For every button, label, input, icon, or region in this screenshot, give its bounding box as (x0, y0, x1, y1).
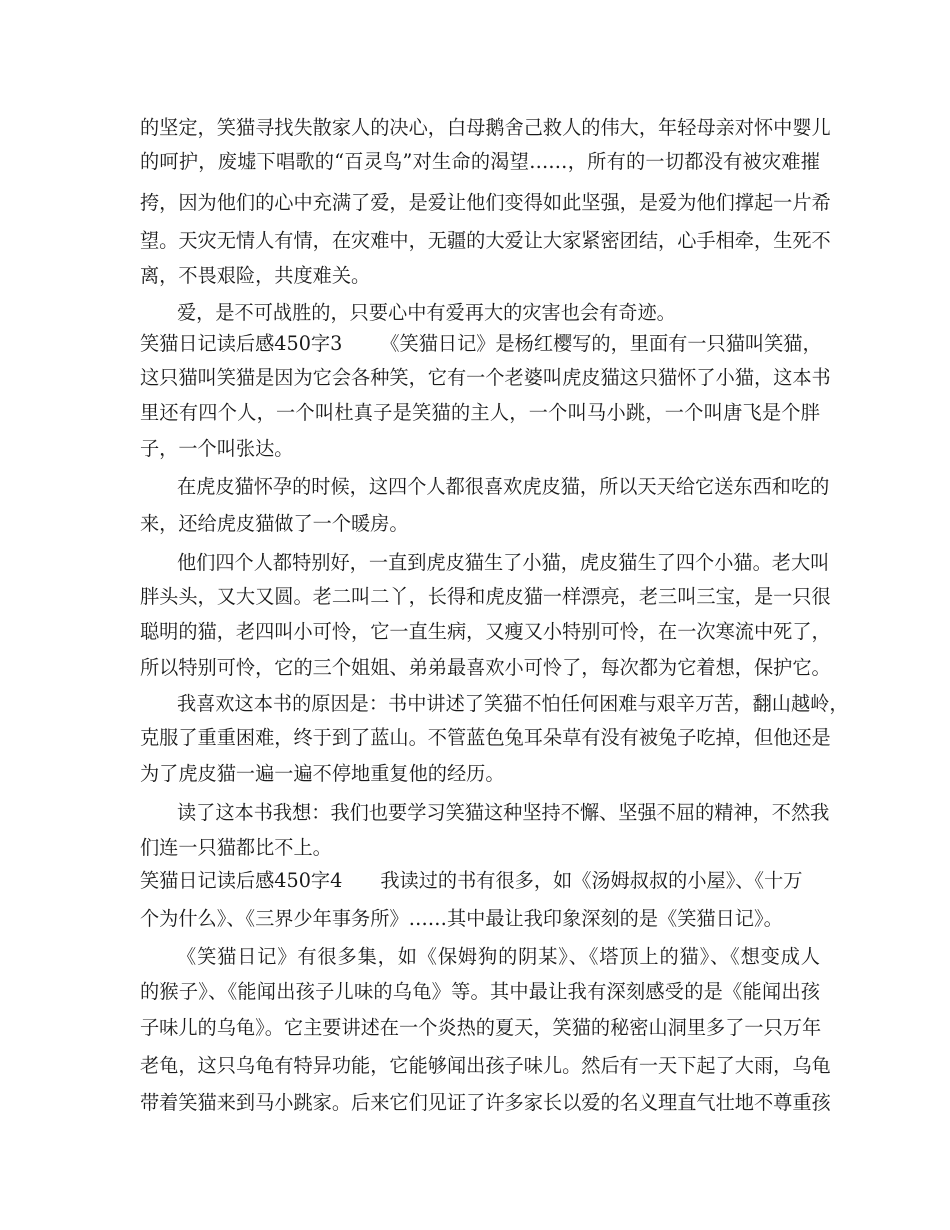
paragraph-line: 所以特别可怜，它的三个姐姐、弟弟最喜欢小可怜了，每次都为它着想，保护它。 (140, 656, 831, 679)
section-heading: 笑猫日记读后感450字3 (140, 332, 343, 355)
paragraph-line: 里还有四个人，一个叫杜真子是笑猫的主人，一个叫马小跳，一个叫唐飞是个胖 (140, 401, 820, 424)
paragraph-line: 他们四个人都特别好，一直到虎皮猫生了小猫，虎皮猫生了四个小猫。老大叫 (177, 551, 830, 574)
paragraph-line: 的猴子》、《能闻出孩子儿味的乌龟》等。其中最让我有深刻感受的是《能闻出孩 (140, 980, 820, 1003)
section-heading-line (140, 327, 820, 361)
paragraph-line: 子味儿的乌龟》。它主要讲述在一个炎热的夏天，笑猫的秘密山洞里多了一只万年 (140, 1016, 822, 1039)
paragraph-line: 们连一只猫都比不上。 (140, 836, 332, 859)
paragraph-line: 为了虎皮猫一遍一遍不停地重复他的经历。 (140, 762, 505, 785)
paragraph-line: 克服了重重困难，终于到了蓝山。不管蓝色兔耳朵草有没有被兔子吃掉，但他还是 (140, 726, 831, 749)
paragraph-line: 老龟，这只乌龟有特异功能，它能够闻出孩子味儿。然后有一天下起了大雨，乌龟 (140, 1054, 831, 1077)
section-heading-line (140, 864, 820, 898)
paragraph-line: 在虎皮猫怀孕的时候，这四个人都很喜欢虎皮猫，所以天天给它送东西和吃的 (177, 475, 830, 498)
paragraph-line: 离，不畏艰险，共度难关。 (140, 264, 371, 287)
paragraph-line: 读了这本书我想：我们也要学习笑猫这种坚持不懈、坚强不屈的精神，不然我 (177, 801, 830, 824)
paragraph-line: 个为什么》、《三界少年事务所》……其中最让我印象深刻的是《笑猫日记》。 (140, 907, 783, 930)
paragraph-line: 我喜欢这本书的原因是：书中讲述了笑猫不怕任何困难与艰辛万苦，翻山越岭， (177, 692, 849, 715)
paragraph-line: 来，还给虎皮猫做了一个暖房。 (140, 512, 409, 535)
paragraph-line: 挎，因为他们的心中充满了爱，是爱让他们变得如此坚强，是爱为他们撑起一片希 (140, 191, 831, 214)
paragraph-line: 胖头头，又大又圆。老二叫二丫，长得和虎皮猫一样漂亮，老三叫三宝，是一只很 (140, 585, 831, 608)
paragraph-line: 这只猫叫笑猫是因为它会各种笑，它有一个老婆叫虎皮猫这只猫怀了小猫，这本书 (140, 366, 831, 389)
paragraph-line: 望。天灾无情人有情，在灾难中，无疆的大爱让大家紧密团结，心手相牵，生死不 (140, 229, 831, 252)
paragraph-line: 的坚定，笑猫寻找失散家人的决心，白母鹅舍己救人的伟大，年轻母亲对怀中婴儿 (140, 116, 831, 139)
section-heading: 笑猫日记读后感450字4 (140, 869, 343, 892)
paragraph-line: 子，一个叫张达。 (140, 437, 294, 460)
paragraph-text: 我读过的书有很多，如《汤姆叔叔的小屋》、《十万 (380, 869, 803, 892)
paragraph-line: 《笑猫日记》有很多集，如《保姆狗的阴某》、《塔顶上的猫》、《想变成人 (177, 945, 820, 968)
paragraph-text: 《笑猫日记》是杨红樱写的，里面有一只猫叫笑猫， (380, 332, 822, 355)
paragraph-line: 的呵护，废墟下唱歌的“百灵鸟”对生命的渴望……，所有的一切都没有被灾难摧 (140, 150, 820, 173)
paragraph-line: 带着笑猫来到马小跳家。后来它们见证了许多家长以爱的名义理直气壮地不尊重孩 (140, 1091, 831, 1114)
paragraph-line: 爱，是不可战胜的，只要心中有爱再大的灾害也会有奇迹。 (177, 301, 676, 324)
paragraph-line: 聪明的猫，老四叫小可怜，它一直生病，又瘦又小特别可怜，在一次寒流中死了， (140, 620, 831, 643)
